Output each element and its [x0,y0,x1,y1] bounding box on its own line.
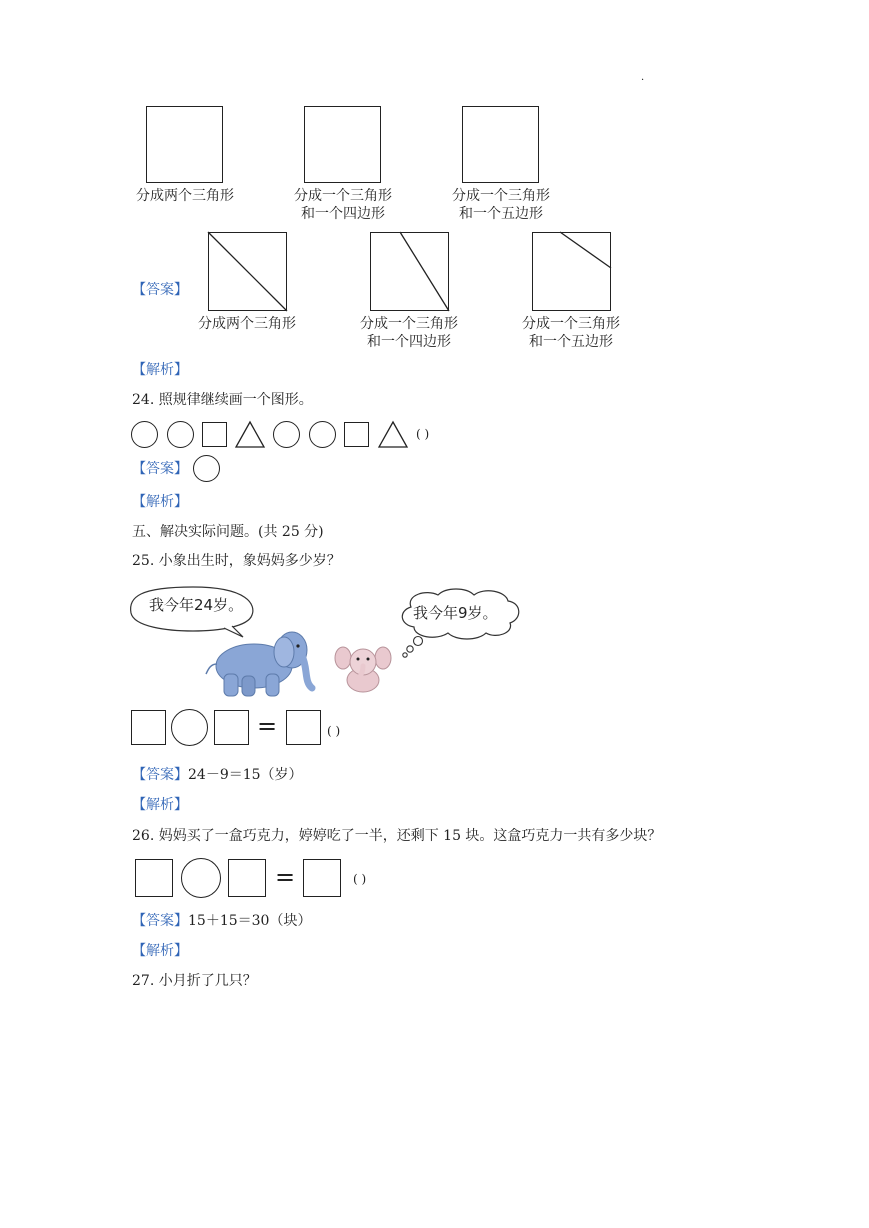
answer-label-26: 【答案】 [132,913,188,929]
caption-quadrilateral-line2: 和一个四边形 [301,206,385,222]
equation-box[interactable] [214,710,249,745]
answer-text-25: 24－9＝15（岁） [188,767,303,783]
cut-line-2 [370,232,449,311]
answer-label-25: 【答案】 [132,767,188,783]
equation-box[interactable] [228,859,266,897]
caption-triangle-line1-b: 分成一个三角形 [452,188,550,204]
square-icon [344,422,369,447]
triangle-icon [378,421,408,448]
answer-caption-quadrilateral-line2: 和一个四边形 [367,334,451,350]
equation-box[interactable] [131,710,166,745]
answer-caption-two-triangles: 分成两个三角形 [198,316,296,332]
equals-sign: = [257,712,278,740]
equals-sign: = [275,863,296,891]
square-icon [202,422,227,447]
answer-caption-triangle-line1-b: 分成一个三角形 [522,316,620,332]
answer-caption-triangle-line1: 分成一个三角形 [360,316,458,332]
equation-box[interactable] [135,859,173,897]
circle-icon [273,421,300,448]
caption-triangle-line1: 分成一个三角形 [294,188,392,204]
question-26: 26. 妈妈买了一盒巧克力，婷婷吃了一半，还剩下 15 块。这盒巧克力一共有多少块？ [132,828,662,844]
mother-speech-text: 我今年24岁。 [149,596,244,614]
corner-cut-3 [532,232,611,311]
unit-paren-26: ( ) [353,872,367,886]
result-box[interactable] [286,710,321,745]
operator-circle[interactable] [171,709,208,746]
thought-cloud [396,589,526,659]
answer-26 [132,912,311,930]
circle-icon [131,421,158,448]
circle-icon [193,455,220,482]
answer-caption-pentagon-line2: 和一个五边形 [529,334,613,350]
question-square-1 [146,106,223,183]
caption-two-triangles: 分成两个三角形 [136,188,234,204]
question-square-2 [304,106,381,183]
answer-label-24: 【答案】 [132,461,188,477]
answer-text-26: 15＋15＝30（块） [188,913,312,929]
triangle-icon [235,421,265,448]
mother-elephant-icon [204,624,319,700]
section-title: 五、解决实际问题。(共 25 分) [132,524,324,540]
answer-label-23: 【答案】 [132,282,188,298]
page-mark: · [641,75,645,86]
question-24: 24. 照规律继续画一个图形。 [132,392,313,408]
analysis-label-26: 【解析】 [132,943,188,959]
result-box[interactable] [303,859,341,897]
diagonal-cut-1 [208,232,287,311]
baby-elephant-icon [335,644,391,696]
circle-icon [309,421,336,448]
caption-pentagon-line2: 和一个五边形 [459,206,543,222]
answer-25 [132,766,303,784]
question-27: 27. 小月折了几只？ [132,973,257,989]
operator-circle[interactable] [181,858,221,898]
analysis-label-25: 【解析】 [132,797,188,813]
analysis-label-24: 【解析】 [132,494,188,510]
question-25: 25. 小象出生时，象妈妈多少岁？ [132,553,341,569]
question-square-3 [462,106,539,183]
circle-icon [167,421,194,448]
analysis-label-23: 【解析】 [132,362,188,378]
baby-thought-text: 我今年9岁。 [413,604,498,622]
unit-paren-25: ( ) [327,724,341,738]
answer-paren-24: ( ) [416,427,430,441]
